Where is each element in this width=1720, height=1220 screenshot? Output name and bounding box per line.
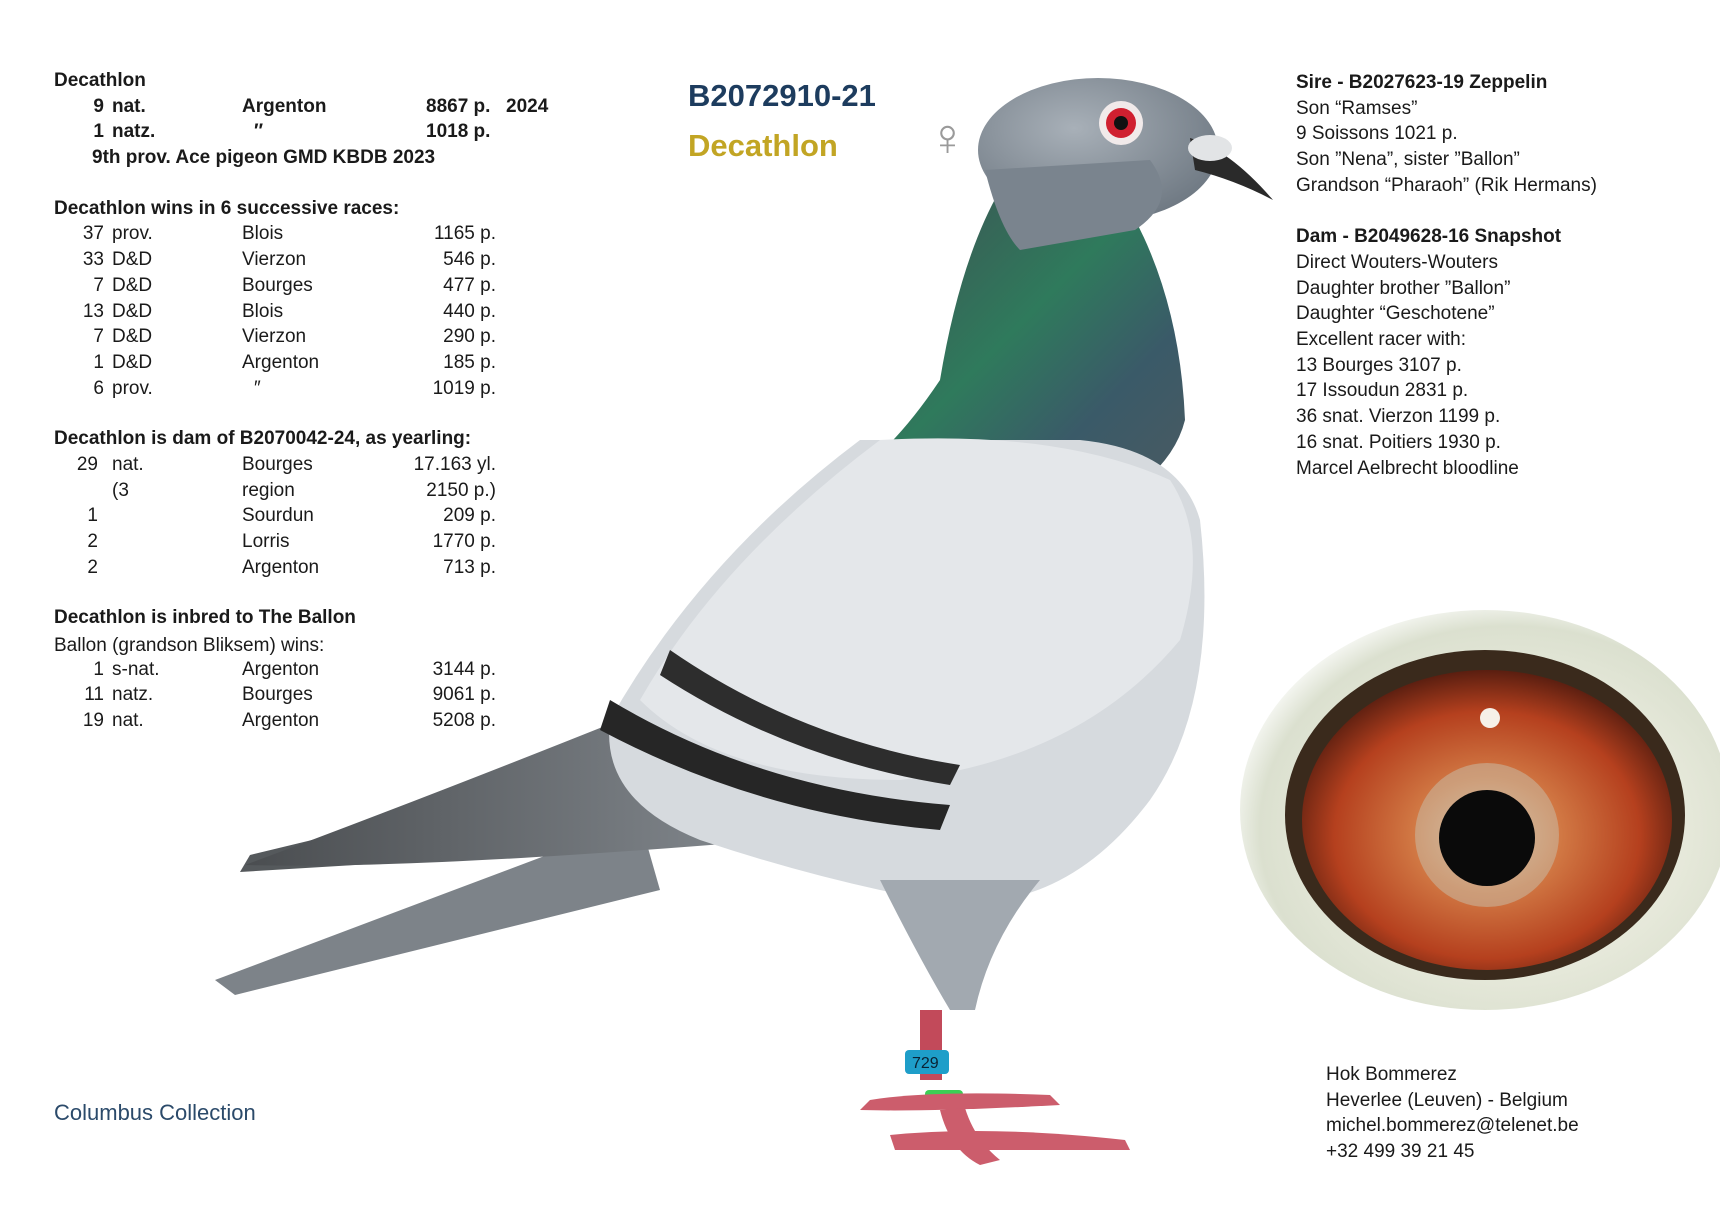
table-row: 11 natz. Bourges 9061 p. <box>84 684 496 706</box>
female-icon: ♀ <box>928 109 967 167</box>
dam-line: Direct Wouters-Wouters <box>1296 251 1499 273</box>
table-row: 2 Argenton 713 p. <box>87 556 496 578</box>
eye-closeup-image <box>1215 600 1720 1020</box>
inbred-block-title: Decathlon is inbred to The Ballon <box>54 607 356 629</box>
table-row: 6 prov. ″ 1019 p. <box>93 377 496 399</box>
left-column <box>54 70 574 736</box>
top-block-title: Decathlon <box>54 70 146 91</box>
table-row: 1 s-nat. Argenton 3144 p. <box>93 658 496 680</box>
sire-line: Son ”Nena”, sister ”Ballon” <box>1296 149 1520 171</box>
dam-line: 17 Issoudun 2831 p. <box>1296 380 1469 402</box>
table-row: 7 D&D Bourges 477 p. <box>93 274 496 296</box>
dam-line: 16 snat. Poitiers 1930 p. <box>1296 431 1501 453</box>
collection-footer: Columbus Collection <box>54 1100 256 1125</box>
inbred-block-subtitle: Ballon (grandson Bliksem) wins: <box>54 635 325 657</box>
email-link[interactable]: michel.bommerez@telenet.be <box>1326 1115 1579 1137</box>
sire-line: Grandson “Pharaoh” (Rik Hermans) <box>1296 174 1597 196</box>
inbred-block-rows <box>54 659 574 736</box>
pigeon-ring-number: B2072910-21 <box>688 78 876 113</box>
table-row: 7 D&D Vierzon 290 p. <box>93 326 496 348</box>
table-row: (3 region 2150 p.) <box>112 479 496 501</box>
wins-block-title: Decathlon wins in 6 successive races: <box>54 197 400 219</box>
table-row: 37 prov. Blois 1165 p. <box>82 223 496 245</box>
dam-line: Daughter “Geschotene” <box>1296 303 1495 325</box>
sire-line: 9 Soissons 1021 p. <box>1296 123 1458 145</box>
table-row: 13 D&D Blois 440 p. <box>82 300 496 322</box>
pedigree-column <box>1296 70 1706 481</box>
dam-line: 36 snat. Vierzon 1199 p. <box>1296 406 1501 428</box>
table-row: 1 D&D Argenton 185 p. <box>93 351 496 373</box>
table-row: 9 nat. Argenton 8867 p. 2024 <box>93 95 549 117</box>
dam-block-rows <box>54 454 574 582</box>
table-row: 19 nat. Argenton 5208 p. <box>82 710 496 732</box>
contact-block <box>1326 1062 1706 1165</box>
dam-line: Marcel Aelbrecht bloodline <box>1296 457 1519 479</box>
sire-line: Son “Ramses” <box>1296 97 1418 119</box>
table-row: 2 Lorris 1770 p. <box>87 531 496 552</box>
location: Heverlee (Leuven) - Belgium <box>1326 1089 1568 1111</box>
dam-block-title: Decathlon is dam of B2070042-24, as yearling: <box>54 428 472 450</box>
table-row: 29 nat. Bourges 17.163 yl. <box>76 453 496 475</box>
dam-line: Daughter brother ”Ballon” <box>1296 277 1511 299</box>
pigeon-name-title: Decathlon <box>688 128 838 163</box>
loft-name: Hok Bommerez <box>1326 1064 1457 1085</box>
svg-text:729: 729 <box>912 1055 939 1072</box>
phone-number: +32 499 39 21 45 <box>1326 1141 1475 1163</box>
dam-title: Dam - B2049628-16 Snapshot <box>1296 226 1562 248</box>
top-block-rows <box>54 96 574 173</box>
dam-line: Excellent racer with: <box>1296 329 1467 351</box>
dam-line: 13 Bourges 3107 p. <box>1296 354 1462 376</box>
table-row: 1 Sourdun 209 p. <box>87 505 496 527</box>
sire-title: Sire - B2027623-19 Zeppelin <box>1296 72 1548 93</box>
top-block-note: 9th prov. Ace pigeon GMD KBDB 2023 <box>92 147 436 169</box>
wins-block-rows <box>54 223 574 403</box>
table-row: 1 natz. ″ 1018 p. <box>93 121 491 143</box>
table-row: 33 D&D Vierzon 546 p. <box>82 249 496 271</box>
